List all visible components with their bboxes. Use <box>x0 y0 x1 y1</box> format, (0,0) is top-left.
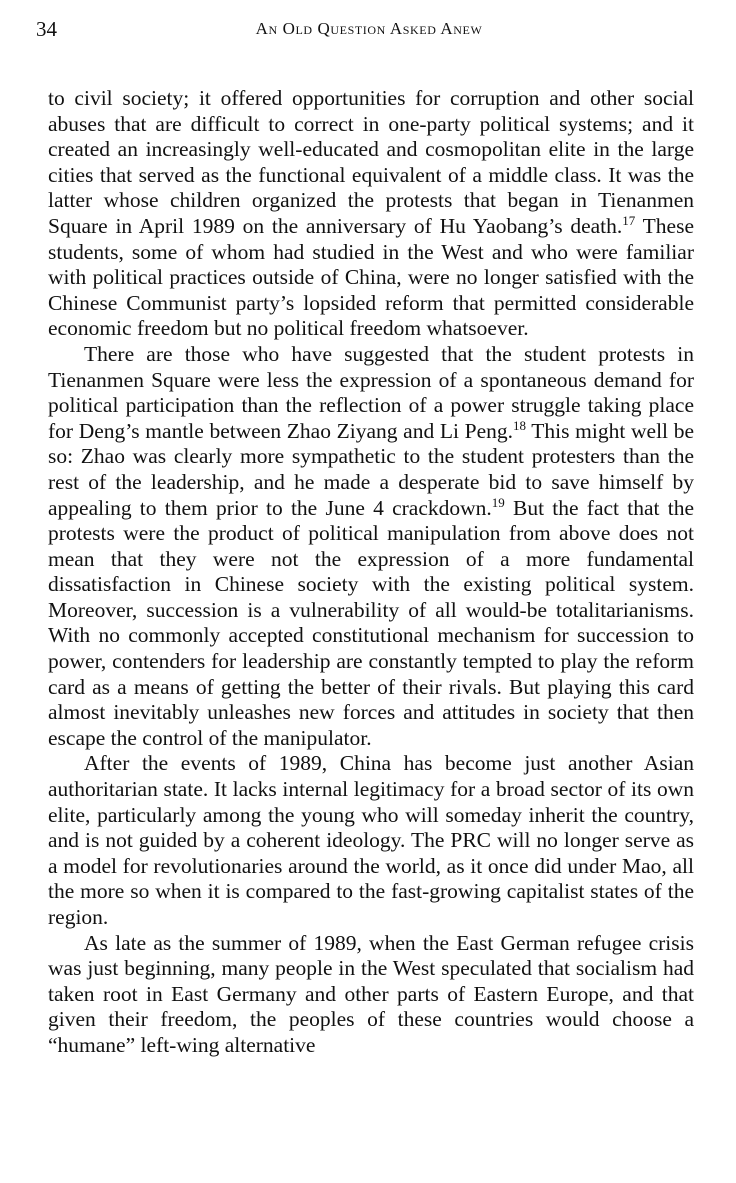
text-segment: to civil society; it offered opportunities for corruption and other social abuses that are difficult to correct in one-party political systems; and it created an increasingly well-educated and cosmopolitan elite in the large cities that served as the functional equivalent of a middle class. It was the latter whose children organized the protests that began in Tienanmen Square in April 1989 on the anniversary of Hu Yaobang’s death. <box>48 86 694 238</box>
text-segment: But the fact that the protests were the product of political manipulation from above does not mean that they were not the expression of a more fundamental dissatisfaction in Chinese society with the existing political system. Moreover, succession is a vulnerability of all would-be totalitarianisms. With no commonly accepted constitutional mechanism for succession to power, contenders for leadership are constantly tempted to play the reform card as a means of getting the better of their rivals. But playing this card almost inevitably unleashes new forces and attitudes in society that then escape the control of the manipulator. <box>48 495 694 750</box>
paragraph <box>48 931 694 1059</box>
running-title: An Old Question Asked Anew <box>255 19 483 38</box>
paragraph <box>48 342 694 752</box>
paragraph <box>48 751 694 930</box>
footnote-ref-18[interactable]: 18 <box>513 417 527 433</box>
footnote-ref-19[interactable]: 19 <box>491 494 505 510</box>
text-segment: These students, some of whom had studied in the West and who were familiar with political practices outside of China, were no longer satisfied with the Chinese Communist party’s lopsided reform that permitted considerable economic freedom but no political freedom whatsoever. <box>48 213 694 341</box>
body-text <box>48 86 694 1059</box>
paragraph <box>48 86 694 342</box>
page-number: 34 <box>36 17 57 41</box>
text-segment: As late as the summer of 1989, when the East German refugee crisis was just beginning, many people in the West speculated that socialism had taken root in East Germany and other parts of Eastern Europe, and that given their freedom, the peoples of these countries would choose a “humane” left-wing alternative <box>48 930 694 1057</box>
page-header <box>36 14 702 44</box>
text-segment: After the events of 1989, China has become just another Asian authoritarian state. It lacks internal legitimacy for a broad sector of its own elite, particularly among the young who will someday inherit the country, and is not guided by a coherent ideology. The PRC will no longer serve as a model for revolutionaries around the world, as it once did under Mao, all the more so when it is compared to the fast-growing capitalist states of the region. <box>48 751 694 929</box>
text-segment: This might well be so: Zhao was clearly more sympathetic to the student protesters than the rest of the leadership, and he made a desperate bid to save himself by appealing to them prior to the June 4 crackdown. <box>48 418 694 520</box>
text-segment: There are those who have suggested that the student protests in Tienanmen Square were less the expression of a spontaneous demand for political participation than the reflection of a power struggle taking place for Deng’s mantle between Zhao Ziyang and Li Peng. <box>48 341 694 443</box>
footnote-ref-17[interactable]: 17 <box>622 212 636 228</box>
